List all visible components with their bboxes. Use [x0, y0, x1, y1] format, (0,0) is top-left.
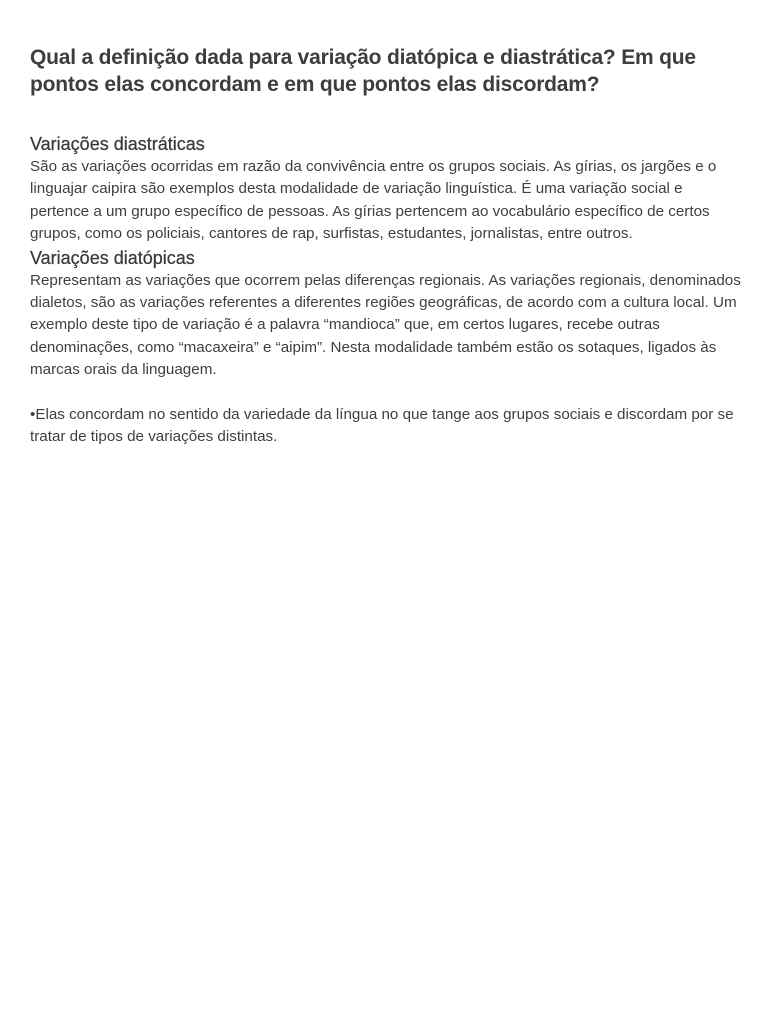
section-paragraph: São as variações ocorridas em razão da convivência entre os grupos sociais. As gírias, os jargões e o linguajar caipira são exemplos desta modalidade de variação linguística. É uma variação social e pertence a um grupo específico de pessoas. As gírias pertencem ao vocabulário específico de certos grupos, como os policiais, cantores de rap, surfistas, estudantes, jornalistas, entre outros.	[30, 158, 717, 243]
document-page	[0, 0, 768, 448]
section-heading: Variações diastráticas	[30, 134, 205, 154]
conclusion-paragraph: •Elas concordam no sentido da variedade da língua no que tange aos grupos sociais e discordam por se tratar de tipos de variações distintas.	[30, 405, 734, 446]
section-heading: Variações diatópicas	[30, 247, 195, 268]
section-diastratic	[30, 133, 744, 246]
section-paragraph: Representam as variações que ocorrem pelas diferenças regionais. As variações regionais, denominados dialetos, são as variações referentes a diferentes regiões geográficas, de acordo com a cultura local. Um exemplo deste tipo de variação é a palavra “mandioca” que, em certos lugares, recebe outras denominações, como “macaxeira” e “aipim”. Nesta modalidade também estão os sotaques, ligados às marcas orais da linguagem.	[30, 271, 741, 379]
answer-body	[30, 133, 744, 448]
question-title: Qual a definição dada para variação diatópica e diastrática? Em que pontos elas concordam e em que pontos elas discordam?	[30, 46, 696, 96]
section-diatopic	[30, 247, 744, 382]
